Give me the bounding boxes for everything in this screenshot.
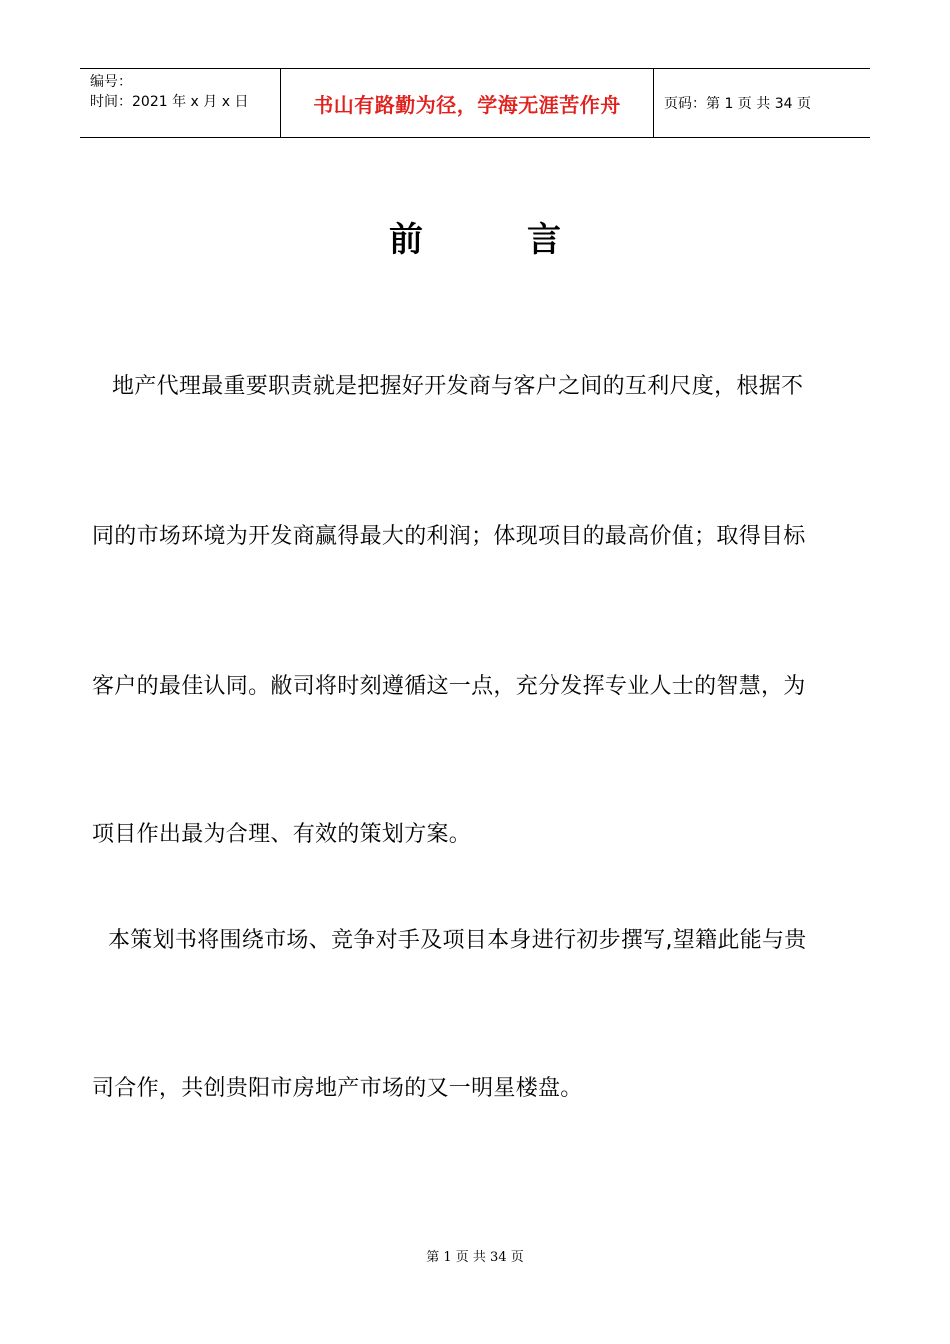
header-page-cell	[654, 69, 870, 137]
header-table	[80, 68, 870, 138]
document-title: 前言	[389, 220, 665, 260]
header-motto-cell	[281, 69, 654, 137]
document-time-label: 时间：2021 年 x 月 x 日	[90, 94, 249, 110]
paragraph-1-line-4: 项目作出最为合理、有效的策划方案。	[92, 822, 472, 847]
header-motto: 书山有路勤为径，学海无涯苦作舟	[313, 92, 621, 117]
header-meta-cell	[80, 69, 281, 137]
paragraph-1-line-1: 地产代理最重要职责就是把握好开发商与客户之间的互利尺度，根据不	[112, 374, 804, 399]
document-number-label: 编号：	[90, 74, 132, 90]
paragraph-1-line-3: 客户的最佳认同。敝司将时刻遵循这一点，充分发挥专业人士的智慧，为	[92, 674, 806, 699]
paragraph-2-line-2: 司合作，共创贵阳市房地产市场的又一明星楼盘。	[92, 1076, 583, 1101]
paragraph-2-line-1: 本策划书将围绕市场、竞争对手及项目本身进行初步撰写,望籍此能与贵	[108, 928, 807, 953]
paragraph-1-line-2: 同的市场环境为开发商赢得最大的利润；体现项目的最高价值；取得目标	[92, 524, 806, 549]
header-page-info: 页码：第 1 页 共 34 页	[664, 96, 811, 112]
page-footer: 第 1 页 共 34 页	[426, 1250, 524, 1265]
